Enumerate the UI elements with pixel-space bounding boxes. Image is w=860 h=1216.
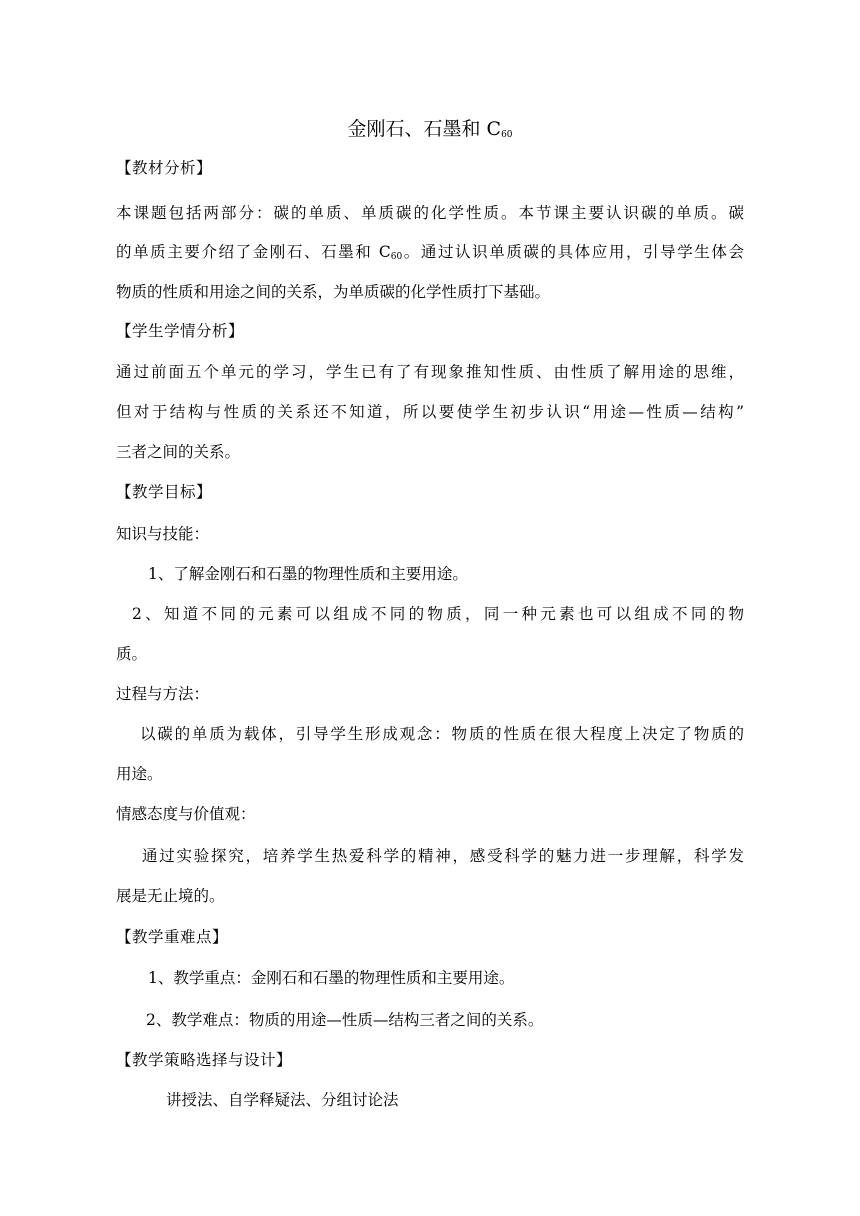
title-text: 金刚石、石墨和 C xyxy=(347,118,502,140)
students-heading: 【学生学情分析】 xyxy=(116,322,245,340)
goals-heading: 【教学目标】 xyxy=(116,483,213,501)
strategy-line: 讲授法、自学释疑法、分组讨论法 xyxy=(166,1091,399,1109)
strategy-heading: 【教学策略选择与设计】 xyxy=(116,1051,293,1069)
page-title xyxy=(0,116,860,142)
analysis-paragraph-line-1: 本课题包括两部分：碳的单质、单质碳的化学性质。本节课主要认识碳的单质。碳 xyxy=(116,204,744,222)
analysis-paragraph-line-3: 物质的性质和用途之间的关系，为单质碳的化学性质打下基础。 xyxy=(116,283,551,301)
emotion-line-2: 展是无止境的。 xyxy=(116,887,225,905)
c60-subscript: 60 xyxy=(390,252,403,262)
emotion-line-1: 通过实验探究，培养学生热爱科学的精神，感受科学的魅力进一步理解，科学发 xyxy=(142,847,744,865)
title-subscript: 60 xyxy=(501,130,513,140)
knowledge-item-2-line-1: 2、知道不同的元素可以组成不同的物质，同一种元素也可以组成不同的物 xyxy=(132,605,744,623)
process-label: 过程与方法： xyxy=(116,685,210,703)
keypoint-1: 1、教学重点：金刚石和石墨的物理性质和主要用途。 xyxy=(148,969,515,987)
analysis-line2-part-a: 的单质主要介绍了金刚石、石墨和 C xyxy=(116,243,391,261)
keypoint-2: 2、教学难点：物质的用途—性质—结构三者之间的关系。 xyxy=(146,1011,544,1029)
students-paragraph-line-1: 通过前面五个单元的学习，学生已有了有现象推知性质、由性质了解用途的思维， xyxy=(116,363,744,381)
keypoints-heading: 【教学重难点】 xyxy=(116,928,229,946)
knowledge-label: 知识与技能： xyxy=(116,525,210,543)
analysis-heading: 【教材分析】 xyxy=(116,159,213,177)
knowledge-item-2-line-2: 质。 xyxy=(116,645,148,663)
analysis-paragraph-line-2 xyxy=(116,241,744,263)
process-line-1: 以碳的单质为载体，引导学生形成观念：物质的性质在很大程度上决定了物质的 xyxy=(140,725,744,743)
process-line-2: 用途。 xyxy=(116,765,163,783)
knowledge-item-1: 1、了解金刚石和石墨的物理性质和主要用途。 xyxy=(148,565,468,583)
emotion-label: 情感态度与价值观： xyxy=(116,805,256,823)
students-paragraph-line-3: 三者之间的关系。 xyxy=(116,443,241,461)
students-paragraph-line-2: 但对于结构与性质的关系还不知道，所以要使学生初步认识“用途—性质—结构” xyxy=(116,403,744,421)
analysis-line2-part-b: 。通过认识单质碳的具体应用，引导学生体会 xyxy=(402,243,744,261)
